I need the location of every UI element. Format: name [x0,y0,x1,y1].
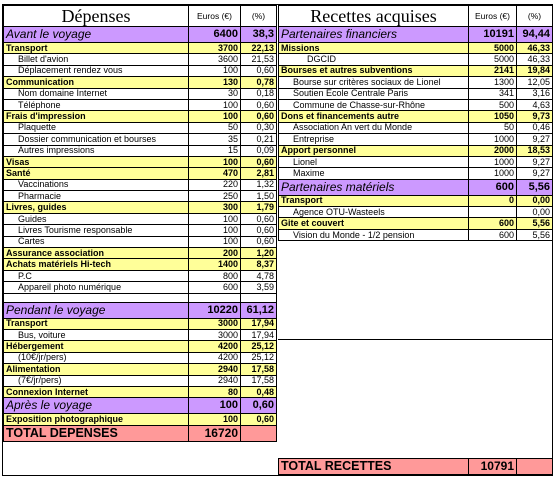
row-label: Partenaires matériels [279,179,469,195]
category-row [4,43,277,54]
row-label: Agence OTU-Wasteels [279,207,469,218]
row-pct: 0,60 [241,398,277,414]
row-euros: 2000 [469,145,517,156]
item-row [279,207,553,218]
row-label: Lionel [279,156,469,167]
row-pct: 0,00 [517,195,553,206]
row-pct: 4,78 [241,270,277,281]
row-pct: 18,53 [517,145,553,156]
depenses-table [3,5,277,442]
row-euros: 4200 [189,352,241,363]
item-row [4,65,277,76]
row-pct: 9,73 [517,111,553,122]
row-label: Commune de Chasse-sur-Rhône [279,99,469,110]
category-row [279,43,553,54]
row-pct: 4,63 [517,99,553,110]
row-euros: 6400 [189,27,241,43]
section-row [4,398,277,414]
row-euros: 470 [189,168,241,179]
category-row [279,195,553,206]
category-row [279,218,553,229]
spacer-row [4,293,277,302]
row-pct: 0,18 [241,88,277,99]
row-euros: 220 [189,179,241,190]
row-label: Déplacement rendez vous [4,65,189,76]
row-euros: 100 [189,414,241,425]
row-label: Bus, voiture [4,329,189,340]
section-row [4,27,277,43]
recettes-total-table [278,458,553,475]
item-row [279,156,553,167]
row-euros: 100 [189,236,241,247]
row-label: Hébergement [4,341,189,352]
row-euros: 130 [189,77,241,88]
row-pct: 0,60 [241,236,277,247]
row-pct: 17,94 [241,318,277,329]
row-pct: 9,27 [517,134,553,145]
category-row [279,145,553,156]
row-label: Partenaires financiers [279,27,469,43]
total-depenses-pct [241,425,277,441]
section-row [4,302,277,318]
item-row [4,329,277,340]
row-pct: 2,81 [241,168,277,179]
row-pct: 0,21 [241,134,277,145]
total-recettes-label: TOTAL RECETTES [279,459,469,475]
item-row [4,375,277,386]
row-label: Frais d'impression [4,111,189,122]
row-pct: 61,12 [241,302,277,318]
row-label: Missions [279,43,469,54]
row-label: Visas [4,156,189,167]
spacer-cell [4,293,189,302]
category-row [4,168,277,179]
row-euros: 10220 [189,302,241,318]
row-label: (10€/jr/pers) [4,352,189,363]
row-label: Assurance association [4,248,189,259]
row-pct: 25,12 [241,341,277,352]
row-euros: 1050 [469,111,517,122]
row-label: Bourse sur critères sociaux de Lionel [279,77,469,88]
item-row [4,213,277,224]
row-pct: 0,60 [241,414,277,425]
row-label: Transport [4,318,189,329]
row-label: Livres, guides [4,202,189,213]
row-label: Transport [279,195,469,206]
row-euros: 15 [189,145,241,156]
row-euros: 3000 [189,329,241,340]
row-euros: 50 [469,122,517,133]
row-euros: 3600 [189,54,241,65]
row-pct: 1,50 [241,191,277,202]
row-pct: 0,46 [517,122,553,133]
item-row [279,77,553,88]
row-pct: 1,20 [241,248,277,259]
row-euros: 100 [189,99,241,110]
row-euros: 250 [189,191,241,202]
row-euros: 5000 [469,43,517,54]
row-label: Soutien Ecole Centrale Paris [279,88,469,99]
spacer-cell [189,293,241,302]
row-label: Plaquette [4,122,189,133]
row-pct: 1,79 [241,202,277,213]
row-euros: 0 [469,195,517,206]
row-label: Guides [4,213,189,224]
euros-column-header: Euros (€) [189,6,241,27]
category-row [279,111,553,122]
row-euros: 3700 [189,43,241,54]
row-euros: 5000 [469,54,517,65]
row-euros: 35 [189,134,241,145]
row-euros: 341 [469,88,517,99]
category-row [4,248,277,259]
row-label: Dossier communication et bourses [4,134,189,145]
row-euros: 1000 [469,168,517,179]
row-pct: 94,44 [517,27,553,43]
row-label: Avant le voyage [4,27,189,43]
recettes-title: Recettes acquises [279,6,469,27]
row-label: P.C [4,270,189,281]
category-row [279,65,553,76]
row-label: Appareil photo numérique [4,282,189,293]
row-pct: 0,60 [241,225,277,236]
row-label: (7€/jr/pers) [4,375,189,386]
row-pct: 0,00 [517,207,553,218]
row-pct: 0,78 [241,77,277,88]
row-label: Dons et financements autre [279,111,469,122]
row-pct: 17,94 [241,329,277,340]
total-depenses-row [4,425,277,441]
row-pct: 5,56 [517,229,553,240]
row-label: Pendant le voyage [4,302,189,318]
row-euros: 500 [469,99,517,110]
row-pct: 19,84 [517,65,553,76]
row-label: Après le voyage [4,398,189,414]
item-row [4,270,277,281]
row-euros: 600 [189,282,241,293]
item-row [4,54,277,65]
item-row [4,179,277,190]
item-row [4,191,277,202]
row-euros: 100 [189,65,241,76]
row-label: Entreprise [279,134,469,145]
row-euros: 80 [189,386,241,397]
row-euros: 600 [469,218,517,229]
row-euros: 800 [189,270,241,281]
depenses-title: Dépenses [4,6,189,27]
row-label: Communication [4,77,189,88]
total-recettes-row [279,459,553,475]
item-row [279,122,553,133]
row-label: Association An vert du Monde [279,122,469,133]
row-label: Transport [4,43,189,54]
item-row [279,88,553,99]
row-label: Bourses et autres subventions [279,65,469,76]
row-euros: 30 [189,88,241,99]
row-pct: 0,60 [241,156,277,167]
category-row [4,386,277,397]
row-euros [469,207,517,218]
row-euros: 1400 [189,259,241,270]
category-row [4,414,277,425]
row-label: Alimentation [4,364,189,375]
row-pct: 3,59 [241,282,277,293]
row-pct: 3,16 [517,88,553,99]
row-pct: 46,33 [517,43,553,54]
row-pct: 9,27 [517,168,553,179]
row-euros: 200 [189,248,241,259]
total-depenses-value: 16720 [189,425,241,441]
row-label: Livres Tourisme responsable [4,225,189,236]
euros-column-header: Euros (€) [469,6,517,27]
pct-column-header: (%) [517,6,553,27]
total-recettes-pct [517,459,553,475]
category-row [4,364,277,375]
item-row [279,168,553,179]
total-depenses-label: TOTAL DEPENSES [4,425,189,441]
row-pct: 1,32 [241,179,277,190]
row-label: Cartes [4,236,189,247]
item-row [279,229,553,240]
recettes-header-row [279,6,553,27]
row-euros: 4200 [189,341,241,352]
row-euros: 2940 [189,375,241,386]
row-pct: 22,13 [241,43,277,54]
item-row [4,145,277,156]
section-row [279,27,553,43]
row-label: Nom domaine Internet [4,88,189,99]
row-pct: 0,60 [241,65,277,76]
row-pct: 17,58 [241,364,277,375]
row-pct: 0,30 [241,122,277,133]
item-row [4,282,277,293]
item-row [4,236,277,247]
category-row [4,318,277,329]
row-euros: 10191 [469,27,517,43]
item-row [4,134,277,145]
category-row [4,202,277,213]
row-euros: 1300 [469,77,517,88]
row-pct: 0,60 [241,99,277,110]
row-euros: 1000 [469,134,517,145]
depenses-header-row [4,6,277,27]
row-label: Apport personnel [279,145,469,156]
row-pct: 38,3 [241,27,277,43]
section-row [279,179,553,195]
row-pct: 25,12 [241,352,277,363]
item-row [4,352,277,363]
row-euros: 3000 [189,318,241,329]
row-pct: 5,56 [517,179,553,195]
row-pct: 9,27 [517,156,553,167]
row-pct: 5,56 [517,218,553,229]
pct-column-header: (%) [241,6,277,27]
row-pct: 0,09 [241,145,277,156]
row-label: Pharmacie [4,191,189,202]
row-euros: 2141 [469,65,517,76]
item-row [279,134,553,145]
row-label: Santé [4,168,189,179]
row-euros: 100 [189,111,241,122]
spacer-cell [241,293,277,302]
row-pct: 0,48 [241,386,277,397]
row-euros: 100 [189,213,241,224]
category-row [4,111,277,122]
row-euros: 1000 [469,156,517,167]
category-row [4,341,277,352]
row-label: Maxime [279,168,469,179]
empty-area [278,339,552,458]
total-recettes-value: 10791 [469,459,517,475]
row-label: Téléphone [4,99,189,110]
row-label: Gite et couvert [279,218,469,229]
row-euros: 100 [189,225,241,236]
row-euros: 600 [469,229,517,240]
item-row [279,99,553,110]
row-pct: 8,37 [241,259,277,270]
row-pct: 0,60 [241,111,277,122]
row-label: Connexion Internet [4,386,189,397]
row-label: DGCID [279,54,469,65]
row-euros: 2940 [189,364,241,375]
row-pct: 46,33 [517,54,553,65]
row-euros: 100 [189,398,241,414]
row-label: Exposition photographique [4,414,189,425]
item-row [4,225,277,236]
row-label: Autres impressions [4,145,189,156]
item-row [279,54,553,65]
item-row [4,99,277,110]
row-label: Vision du Monde - 1/2 pension [279,229,469,240]
category-row [4,77,277,88]
row-euros: 100 [189,156,241,167]
row-pct: 17,58 [241,375,277,386]
row-label: Vaccinations [4,179,189,190]
recettes-table [278,5,553,241]
category-row [4,259,277,270]
item-row [4,122,277,133]
row-pct: 21,53 [241,54,277,65]
row-euros: 300 [189,202,241,213]
row-label: Billet d'avion [4,54,189,65]
row-label: Achats matériels Hi-tech [4,259,189,270]
row-pct: 12,05 [517,77,553,88]
category-row [4,156,277,167]
item-row [4,88,277,99]
row-euros: 50 [189,122,241,133]
row-pct: 0,60 [241,213,277,224]
row-euros: 600 [469,179,517,195]
